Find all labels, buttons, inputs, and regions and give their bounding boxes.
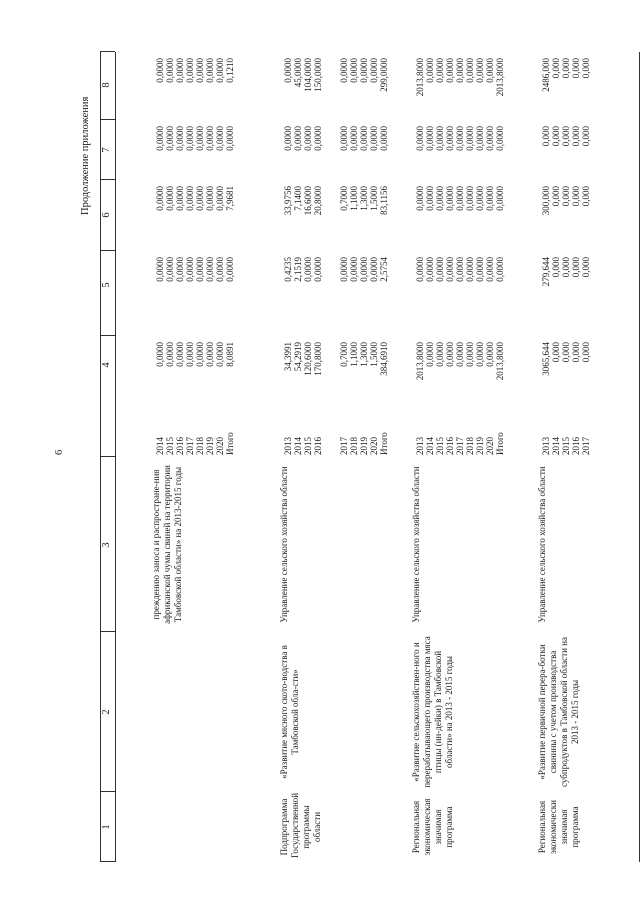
row-value-cell: 0,0000: [415, 126, 425, 151]
row-value-cell: 0,0000: [205, 126, 215, 151]
row-value-cell: 0,0000: [175, 126, 185, 151]
row-value-cell: 0,0000: [303, 126, 313, 151]
row-value-cell: 0,0000: [475, 58, 485, 83]
column-number-label: 4: [101, 362, 112, 368]
row-value-cell: 0,000: [581, 186, 591, 207]
group-c1-text: Региональная экономическая значимая программа: [411, 798, 454, 856]
row-value-cell: 0,000: [551, 126, 561, 147]
row-value-cell: 0,0000: [293, 126, 303, 151]
header-column-divider: [100, 631, 115, 632]
header-column-divider: [100, 250, 115, 251]
row-value-cell: 0,0000: [425, 342, 435, 367]
row-value-cell: 0,0000: [225, 257, 235, 282]
row-value-cell: 0,000: [551, 58, 561, 79]
column-number-label: 8: [101, 82, 112, 88]
row-value-cell: 2486,000: [541, 58, 551, 92]
row-year-cell: 2015: [561, 437, 571, 455]
row-value-cell: 0,0000: [455, 186, 465, 211]
row-value-cell: 0,7000: [339, 342, 349, 367]
row-year-cell: 2016: [313, 437, 323, 455]
row-value-cell: 0,0000: [175, 342, 185, 367]
row-value-cell: 0,0000: [475, 342, 485, 367]
row-value-cell: 0,000: [551, 342, 561, 363]
row-value-cell: 0,0000: [283, 126, 293, 151]
row-value-cell: 0,0000: [205, 58, 215, 83]
row-value-cell: 0,0000: [215, 186, 225, 211]
row-value-cell: 0,0000: [195, 342, 205, 367]
row-value-cell: 0,000: [581, 126, 591, 147]
row-year-cell: 2016: [445, 437, 455, 455]
row-year-cell: 2014: [155, 437, 165, 455]
row-value-cell: 1,3000: [359, 186, 369, 211]
row-value-cell: 1,1000: [349, 186, 359, 211]
row-value-cell: 0,0000: [455, 126, 465, 151]
header-column-divider: [100, 456, 115, 457]
row-value-cell: 0,000: [581, 58, 591, 79]
column-number-label: 1: [101, 824, 112, 830]
row-value-cell: 0,0000: [435, 257, 445, 282]
row-value-cell: 0,0000: [465, 58, 475, 83]
row-value-cell: 0,0000: [313, 126, 323, 151]
row-value-cell: 0,0000: [415, 257, 425, 282]
header-column-divider: [100, 861, 115, 862]
row-value-cell: 0,7000: [339, 186, 349, 211]
row-value-cell: 0,0000: [339, 58, 349, 83]
row-value-cell: 0,0000: [195, 126, 205, 151]
row-value-cell: 0,0000: [185, 58, 195, 83]
row-value-cell: 1,1000: [349, 342, 359, 367]
row-value-cell: 170,8000: [313, 342, 323, 376]
row-value-cell: 0,0000: [485, 186, 495, 211]
row-value-cell: 3065,644: [541, 342, 551, 376]
row-year-cell: 2014: [425, 437, 435, 455]
row-year-cell: 2014: [551, 437, 561, 455]
row-year-cell: 2019: [475, 437, 485, 455]
row-value-cell: 8,0891: [225, 342, 235, 367]
row-year-cell: 2015: [435, 437, 445, 455]
row-year-cell: 2018: [195, 437, 205, 455]
row-year-cell: 2017: [185, 437, 195, 455]
row-value-cell: 0,0000: [425, 58, 435, 83]
row-value-cell: 0,0000: [349, 58, 359, 83]
row-year-cell: Итого: [379, 432, 389, 455]
row-value-cell: 0,0000: [495, 257, 505, 282]
row-value-cell: 0,0000: [165, 186, 175, 211]
group-c3-text: преждению заноса и распростране-ния африканской чумы свиней на территории Тамбовской области» на 2013-2015 годы: [151, 465, 183, 624]
row-value-cell: 0,0000: [435, 342, 445, 367]
row-year-cell: 2016: [175, 437, 185, 455]
row-year-cell: 2015: [303, 437, 313, 455]
row-value-cell: 0,0000: [359, 58, 369, 83]
row-value-cell: 7,1400: [293, 186, 303, 211]
row-value-cell: 0,0000: [415, 186, 425, 211]
row-value-cell: 150,0000: [313, 58, 323, 92]
group-c2-text: «Развитие сельскохозяйствен-ного и перерабатывающего производства мяса птицы (ин-дейки) в Тамбовской области» на 2013 - 2015 годы: [411, 636, 454, 788]
row-year-cell: Итого: [225, 432, 235, 455]
row-value-cell: 0,0000: [425, 186, 435, 211]
row-value-cell: 300,000: [541, 186, 551, 216]
row-year-cell: 2016: [571, 437, 581, 455]
row-value-cell: 0,0000: [435, 186, 445, 211]
header-column-divider: [100, 335, 115, 336]
row-value-cell: 0,0000: [165, 58, 175, 83]
row-value-cell: 0,0000: [205, 342, 215, 367]
group-c3-text: Управление сельского хозяйства области: [279, 466, 289, 623]
column-number-label: 5: [101, 282, 112, 288]
row-value-cell: 0,0000: [215, 342, 225, 367]
row-value-cell: 0,0000: [215, 58, 225, 83]
row-value-cell: 1,3000: [359, 342, 369, 367]
appendix-title: Продолжение приложения: [80, 96, 91, 215]
row-value-cell: 0,000: [551, 186, 561, 207]
row-value-cell: 54,2919: [293, 342, 303, 372]
row-year-cell: 2019: [359, 437, 369, 455]
header-bottom-border: [115, 52, 116, 862]
row-value-cell: 0,000: [561, 58, 571, 79]
row-value-cell: 0,0000: [165, 342, 175, 367]
row-value-cell: 0,000: [581, 342, 591, 363]
row-value-cell: 0,0000: [445, 257, 455, 282]
row-value-cell: 0,0000: [185, 342, 195, 367]
row-value-cell: 0,0000: [349, 126, 359, 151]
row-year-cell: 2020: [369, 437, 379, 455]
row-value-cell: 0,0000: [205, 257, 215, 282]
row-value-cell: 0,0000: [465, 186, 475, 211]
row-value-cell: 2,5754: [379, 257, 389, 282]
row-year-cell: 2017: [581, 437, 591, 455]
row-value-cell: 0,0000: [495, 126, 505, 151]
row-value-cell: 0,000: [571, 342, 581, 363]
row-value-cell: 83,1156: [379, 186, 389, 215]
row-value-cell: 0,0000: [475, 186, 485, 211]
row-value-cell: 0,0000: [465, 257, 475, 282]
row-value-cell: 0,0000: [485, 58, 495, 83]
row-value-cell: 0,0000: [455, 257, 465, 282]
row-value-cell: 0,0000: [475, 257, 485, 282]
row-year-cell: Итого: [495, 432, 505, 455]
row-value-cell: 0,0000: [485, 257, 495, 282]
row-value-cell: 0,0000: [495, 186, 505, 211]
row-value-cell: 279,644: [541, 257, 551, 287]
page-number: 6: [54, 449, 65, 455]
row-year-cell: 2020: [485, 437, 495, 455]
row-value-cell: 104,0000: [303, 58, 313, 92]
row-value-cell: 0,000: [571, 126, 581, 147]
row-value-cell: 0,0000: [175, 58, 185, 83]
row-value-cell: 0,0000: [215, 126, 225, 151]
row-value-cell: 0,0000: [359, 126, 369, 151]
row-value-cell: 0,0000: [215, 257, 225, 282]
row-value-cell: 0,0000: [155, 126, 165, 151]
row-value-cell: 0,0000: [283, 58, 293, 83]
row-value-cell: 1,5000: [369, 186, 379, 211]
row-value-cell: 0,0000: [155, 58, 165, 83]
group-c2-text: «Развитие первичной перера-ботки свинины с учетом производства субпродуктов в Тамбовской области на 2013 - 2015 годы: [537, 637, 580, 787]
row-value-cell: 0,000: [571, 58, 581, 79]
row-value-cell: 0,0000: [425, 257, 435, 282]
row-value-cell: 2013,8000: [495, 58, 505, 97]
group-c3-text: Управление сельского хозяйства области: [537, 466, 547, 623]
row-year-cell: 2013: [541, 437, 551, 455]
row-year-cell: 2019: [205, 437, 215, 455]
row-year-cell: 2018: [465, 437, 475, 455]
row-value-cell: 0,000: [571, 257, 581, 278]
row-year-cell: 2013: [283, 437, 293, 455]
row-value-cell: 0,0000: [155, 257, 165, 282]
row-value-cell: 0,0000: [205, 186, 215, 211]
row-value-cell: 20,8000: [313, 186, 323, 216]
row-value-cell: 0,0000: [435, 126, 445, 151]
row-value-cell: 0,0000: [435, 58, 445, 83]
row-value-cell: 0,0000: [185, 186, 195, 211]
row-value-cell: 0,000: [561, 126, 571, 147]
group-c2-text: «Развитие мясного ското-водства в Тамбовской обла-сти»: [279, 645, 300, 779]
row-value-cell: 0,000: [561, 257, 571, 278]
row-value-cell: 0,0000: [465, 126, 475, 151]
row-value-cell: 0,000: [561, 186, 571, 207]
row-value-cell: 0,0000: [455, 58, 465, 83]
row-value-cell: 0,0000: [195, 257, 205, 282]
row-value-cell: 0,0000: [155, 186, 165, 211]
column-number-label: 3: [101, 542, 112, 548]
row-value-cell: 45,0000: [293, 58, 303, 88]
row-value-cell: 2,1519: [293, 257, 303, 282]
row-year-cell: 2020: [215, 437, 225, 455]
row-value-cell: 0,0000: [359, 257, 369, 282]
row-value-cell: 0,000: [561, 342, 571, 363]
row-value-cell: 0,0000: [455, 342, 465, 367]
row-value-cell: 0,0000: [475, 126, 485, 151]
row-value-cell: 0,0000: [425, 126, 435, 151]
column-number-label: 2: [101, 709, 112, 715]
row-value-cell: 0,0000: [445, 342, 455, 367]
row-value-cell: 0,0000: [303, 257, 313, 282]
column-number-label: 7: [101, 147, 112, 153]
row-value-cell: 0,0000: [165, 257, 175, 282]
row-value-cell: 384,6910: [379, 342, 389, 376]
row-value-cell: 2013,8000: [415, 342, 425, 381]
row-value-cell: 299,0000: [379, 58, 389, 92]
row-year-cell: 2017: [339, 437, 349, 455]
row-value-cell: 2013,8000: [415, 58, 425, 97]
row-value-cell: 0,0000: [165, 126, 175, 151]
group-c3-text: Управление сельского хозяйства области: [411, 466, 421, 623]
row-value-cell: 0,0000: [445, 126, 455, 151]
row-value-cell: 0,0000: [485, 126, 495, 151]
header-column-divider: [100, 51, 115, 52]
row-value-cell: 16,6000: [303, 186, 313, 216]
row-value-cell: 0,0000: [155, 342, 165, 367]
row-year-cell: 2018: [349, 437, 359, 455]
row-value-cell: 0,0000: [369, 126, 379, 151]
row-value-cell: 2013,8000: [495, 342, 505, 381]
row-value-cell: 0,0000: [195, 186, 205, 211]
column-number-label: 6: [101, 212, 112, 218]
header-column-divider: [100, 791, 115, 792]
row-year-cell: 2017: [455, 437, 465, 455]
row-value-cell: 0,0000: [175, 257, 185, 282]
row-value-cell: 0,0000: [445, 58, 455, 83]
row-value-cell: 0,0000: [313, 257, 323, 282]
row-value-cell: 0,0000: [195, 58, 205, 83]
row-value-cell: 1,5000: [369, 342, 379, 367]
table-top-border: [100, 52, 101, 862]
row-value-cell: 7,9681: [225, 186, 235, 211]
row-year-cell: 2013: [415, 437, 425, 455]
row-value-cell: 0,0000: [175, 186, 185, 211]
group-c1-text: Подпрограмма Государственной программы области: [279, 792, 322, 858]
row-value-cell: 0,0000: [465, 342, 475, 367]
row-value-cell: 0,000: [551, 257, 561, 278]
row-year-cell: 2014: [293, 437, 303, 455]
row-value-cell: 33,9756: [283, 186, 293, 216]
row-value-cell: 0,0000: [339, 257, 349, 282]
group-c1-text: Региональная экономически значимая программа: [537, 800, 580, 854]
row-value-cell: 0,0000: [445, 186, 455, 211]
row-value-cell: 0,000: [571, 186, 581, 207]
row-value-cell: 0,000: [541, 126, 551, 147]
row-value-cell: 0,0000: [485, 342, 495, 367]
row-value-cell: 0,0000: [349, 257, 359, 282]
row-value-cell: 0,0000: [185, 257, 195, 282]
row-value-cell: 0,0000: [339, 126, 349, 151]
row-value-cell: 0,0000: [369, 58, 379, 83]
row-value-cell: 0,1210: [225, 58, 235, 83]
row-value-cell: 120,6000: [303, 342, 313, 376]
row-value-cell: 0,0000: [369, 257, 379, 282]
row-value-cell: 0,0000: [379, 126, 389, 151]
row-value-cell: 0,0000: [225, 126, 235, 151]
header-column-divider: [100, 179, 115, 180]
row-value-cell: 0,0000: [185, 126, 195, 151]
row-year-cell: 2015: [165, 437, 175, 455]
row-value-cell: 34,3991: [283, 342, 293, 372]
header-column-divider: [100, 119, 115, 120]
row-value-cell: 0,000: [581, 257, 591, 278]
row-value-cell: 0,4235: [283, 257, 293, 282]
